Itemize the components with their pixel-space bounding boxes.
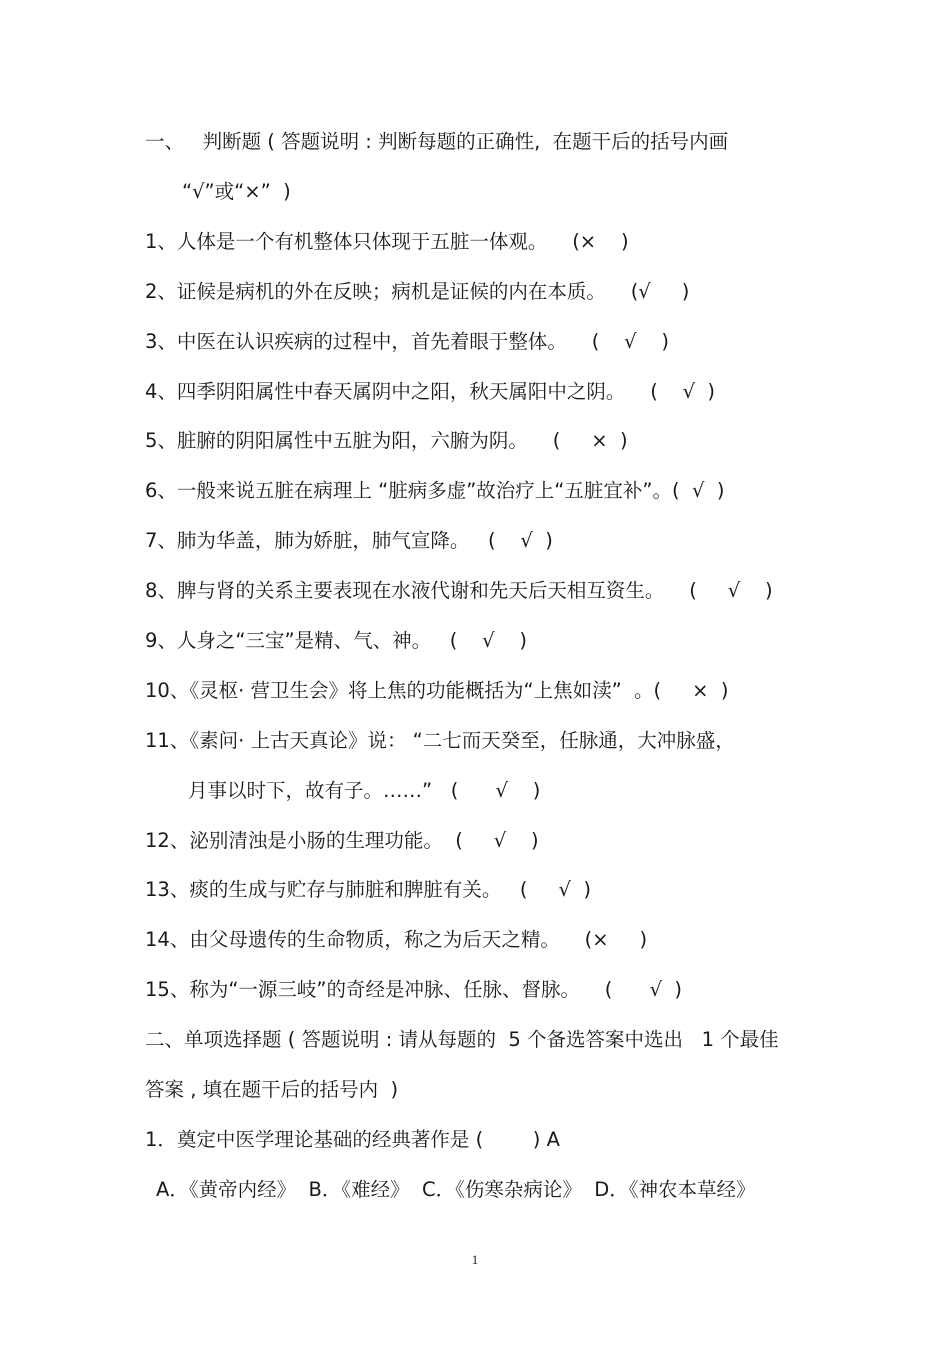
- judgment-item-4: 4、四季阴阳属性中春天属阴中之阳，秋天属阳中之阴。 ( √ ): [145, 380, 716, 403]
- judgment-item-9: 9、人身之“三宝”是精、气、神。 ( √ ): [145, 629, 527, 652]
- judgment-item-14: 14、由父母遗传的生命物质，称之为后天之精。 (× ): [145, 928, 648, 951]
- judgment-item-7: 7、肺为华盖，肺为娇脏，肺气宣降。 ( √ ): [145, 529, 553, 552]
- judgment-item-15: 15、称为“一源三岐”的奇经是冲脉、任脉、督脉。 ( √ ): [145, 978, 683, 1001]
- section2-heading: 二、单项选择题 ( 答题说明 : 请从每题的 5 个备选答案中选出 1 个最佳: [145, 1028, 779, 1051]
- page-number: 1: [471, 1252, 479, 1267]
- judgment-item-13: 13、痰的生成与贮存与肺脏和脾脏有关。 ( √ ): [145, 878, 591, 901]
- section2-heading-cont: 答案 , 填在题干后的括号内 ): [145, 1078, 399, 1101]
- judgment-item-2: 2、证候是病机的外在反映；病机是证候的内在本质。 (√ ): [145, 280, 690, 303]
- judgment-item-5: 5、脏腑的阴阳属性中五脏为阳，六腑为阴。 ( × ): [145, 429, 628, 452]
- choice-question-1-options: A．《黄帝内经》 B．《难经》 C．《伤寒杂病论》 D．《神农本草经》: [156, 1178, 756, 1201]
- judgment-item-11-cont: 月事以时下，故有子。……” ( √ ): [188, 779, 541, 802]
- judgment-item-8: 8、脾与肾的关系主要表现在水液代谢和先天后天相互资生。 ( √ ): [145, 579, 773, 602]
- judgment-item-1: 1、人体是一个有机整体只体现于五脏一体观。 (× ): [145, 230, 629, 253]
- judgment-item-11: 11、《素问· 上古天真论》说： “二七而天癸至，任脉通，大冲脉盛，: [145, 729, 735, 752]
- choice-question-1: 1．奠定中医学理论基础的经典著作是 ( ) A: [145, 1128, 560, 1151]
- judgment-item-3: 3、中医在认识疾病的过程中，首先着眼于整体。 ( √ ): [145, 330, 669, 353]
- judgment-item-12: 12、泌别清浊是小肠的生理功能。 ( √ ): [145, 829, 539, 852]
- judgment-item-6: 6、一般来说五脏在病理上 “脏病多虚”故治疗上“五脏宜补”。( √ ): [145, 479, 725, 502]
- section1-heading-cont: “√”或“×” ): [182, 180, 291, 203]
- section1-heading: 一、 判断题 ( 答题说明 : 判断每题的正确性, 在题干后的括号内画: [145, 130, 729, 153]
- judgment-item-10: 10、《灵枢· 营卫生会》将上焦的功能概括为“上焦如渎” 。( × ): [145, 679, 729, 702]
